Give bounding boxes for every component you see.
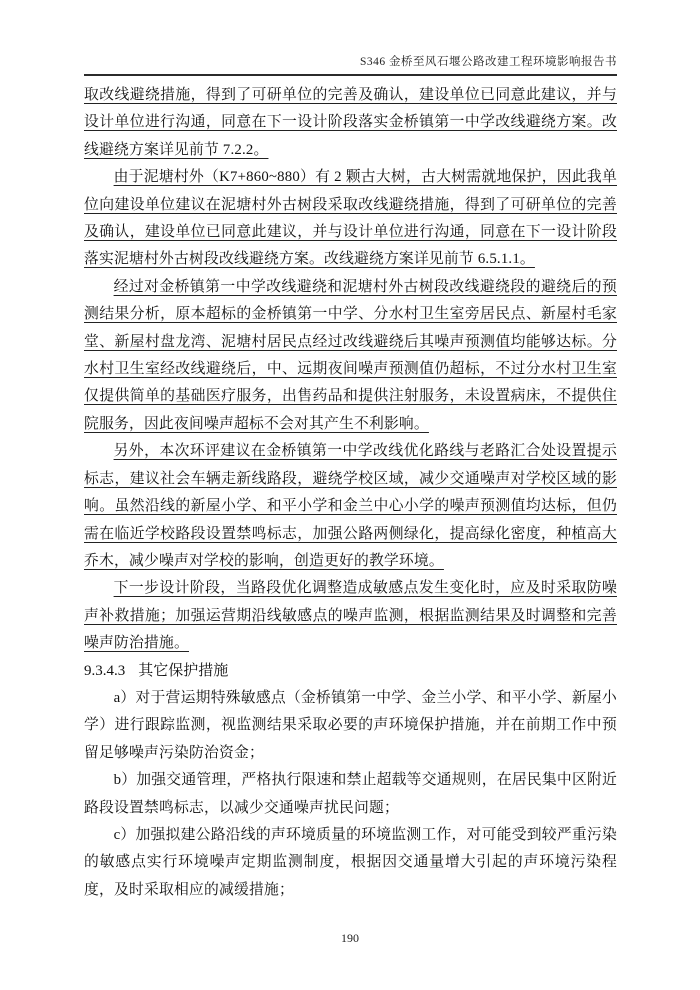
- paragraph-continuation-reroute-school: 取改线避绕措施，得到了可研单位的完善及确认，建设单位已同意此建议，并与设计单位进行沟通，同意在下一设计阶段落实金桥镇第一中学改线避绕方案。改线避绕方案详见前节 7.2.2。: [84, 87, 617, 158]
- document-body: [84, 82, 617, 904]
- page-number: 190: [341, 931, 359, 945]
- paragraph-next-design-stage: 下一步设计阶段，当路段优化调整造成敏感点发生变化时，应及时采取防噪声补救措施；加强运营期沿线敏感点的噪声监测，根据监测结果及时调整和完善噪声防治措施。: [84, 580, 617, 652]
- running-header: [84, 54, 617, 76]
- paragraph-eia-suggestions: 另外，本次环评建议在金桥镇第一中学改线优化路线与老路汇合处设置提示标志，建议社会车辆走新线路段，避绕学校区域，减少交通噪声对学校区域的影响。虽然沿线的新屋小学、和平小学和金兰中心小学的噪声预测值均达标，但仍需在临近学校路段设置禁鸣标志，加强公路两侧绿化，提高绿化密度，种植高大乔木，减少噪声对学校的影响，创造更好的教学环境。: [84, 443, 617, 569]
- list-item-b: b）加强交通管理，严格执行限速和禁止超载等交通规则，在居民集中区附近路段设置禁鸣标志，以减少交通噪声扰民问题；: [84, 772, 617, 816]
- paragraph-prediction-results: 经过对金桥镇第一中学改线避绕和泥塘村外古树段改线避绕段的避绕后的预测结果分析，原本超标的金桥镇第一中学、分水村卫生室旁居民点、新屋村毛家堂、新屋村盘龙湾、泥塘村居民点经过改线避绕后其噪声预测值均能够达标。分水村卫生室经改线避绕后，中、远期夜间噪声预测值仍超标，不过分水村卫生室仅提供简单的基础医疗服务，出售药品和提供注射服务，未设置病床，不提供住院服务，因此夜间噪声超标不会对其产生不利影响。: [84, 278, 617, 432]
- page-footer: [0, 931, 700, 946]
- section-heading: [84, 658, 617, 685]
- list-item-a: a）对于营运期特殊敏感点（金桥镇第一中学、金兰小学、和平小学、新屋小学）进行跟踪监测，视监测结果采取必要的声环境保护措施，并在前期工作中预留足够噪声污染防治资金；: [84, 689, 617, 761]
- section-number: 9.3.4.3: [84, 662, 126, 679]
- paragraph-ancient-trees-reroute: 由于泥塘村外（K7+860~880）有 2 颗古大树，古大树需就地保护，因此我单位向建设单位建议在泥塘村外古树段采取改线避绕措施，得到了可研单位的完善及确认，建设单位已同意此建议，并与设计单位进行沟通，同意在下一设计阶段落实泥塘村外古树段改线避绕方案。改线避绕方案详见前节 6.5.1.1。: [84, 169, 617, 268]
- list-item-c: c）加强拟建公路沿线的声环境质量的环境监测工作，对可能受到较严重污染的敏感点实行环境噪声定期监测制度，根据因交通量增大引起的声环境污染程度，及时采取相应的减缓措施；: [84, 826, 617, 898]
- section-title: 其它保护措施: [138, 662, 229, 679]
- report-title: S346 金桥至风石堰公路改建工程环境影响报告书: [359, 56, 617, 68]
